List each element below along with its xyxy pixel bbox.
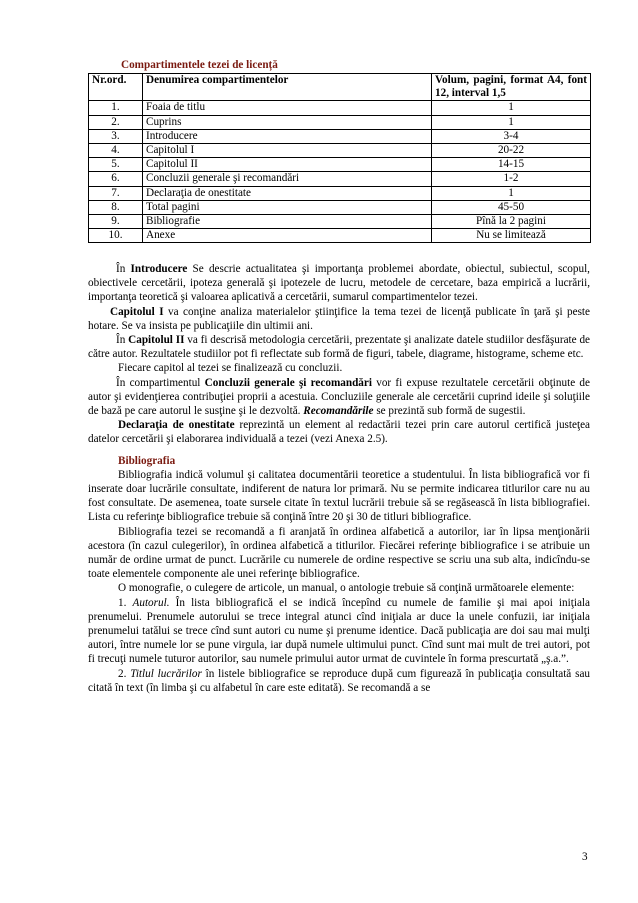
row-volum: Pînă la 2 pagini [432,215,591,229]
paragraph-capitolul-1: Capitolul I va conţine analiza materialelor ştiinţifice la tema tezei de licenţă publicate în ţară şi peste hotare. Se va insista pe publicaţiile din ultimii ani. [88,305,590,332]
table-header-row [89,74,591,101]
body-text [88,262,590,695]
header-volum: Volum, pagini, format A4, font 12, interval 1,5 [432,74,591,101]
compartments-table [88,73,591,243]
row-denumirea: Total pagini [143,200,432,214]
row-volum: 1 [432,186,591,200]
row-number: 3. [89,129,143,143]
table-row [89,215,591,229]
row-number: 6. [89,172,143,186]
row-volum: 45-50 [432,200,591,214]
row-number: 1. [89,101,143,115]
row-denumirea: Bibliografie [143,215,432,229]
table-row [89,229,591,243]
table-row [89,129,591,143]
paragraph-bibliografia-3: O monografie, o culegere de articole, un manual, o antologie trebuie să conţină următoarele elemente: [118,582,575,595]
row-denumirea: Foaia de titlu [143,101,432,115]
row-volum: 1 [432,101,591,115]
row-number: 4. [89,144,143,158]
row-number: 10. [89,229,143,243]
row-number: 9. [89,215,143,229]
row-denumirea: Capitolul II [143,158,432,172]
row-number: 8. [89,200,143,214]
paragraph-introducere: În Introducere Se descrie actualitatea şi importanţa problemei abordate, obiectul, subiectul, scopul, obiectivele cercetării, ipoteza generală şi ipotezele de lucru, metodele de cercetare, baza empirică a lucrării, importanţa teoretică şi valoarea aplicativă a cercetării, sumarul compartimentelor tezei. [88,263,590,304]
row-number: 2. [89,115,143,129]
paragraph-concluzii-capitol: Fiecare capitol al tezei se finalizează cu concluzii. [118,362,343,375]
row-volum: 3-4 [432,129,591,143]
table-row [89,186,591,200]
table-row [89,172,591,186]
row-denumirea: Concluzii generale şi recomandări [143,172,432,186]
row-denumirea: Cuprins [143,115,432,129]
row-denumirea: Introducere [143,129,432,143]
row-volum: 14-15 [432,158,591,172]
table-row [89,144,591,158]
bibliografia-heading: Bibliografia [118,454,176,467]
paragraph-bibliografia-2: Bibliografia tezei se recomandă a fi aranjată în ordinea alfabetică a autorilor, iar în lipsa menţionării acestora (în cazul culegerilor), în ordinea alfabetică a titlurilor. Fiecărei referinţe bibliografice i se atribuie un număr de ordine urmat de punct. Lucrările cu numerele de ordine respective se scriu una sub alta, indicîndu-se toate elementele componente ale unei referinţe bibliografice. [88,525,590,581]
paragraph-concluzii-generale: În compartimentul Concluzii generale şi recomandări vor fi expuse rezultatele cercetării obţinute de autor şi evidenţierea contribuţiei proprii a acestuia. Concluziile generale ale cercetării cuprind ideile şi soluţiile de bază pe care autorul le susţine şi le dezvoltă. Recomandările se prezintă sub formă de sugestii. [88,376,590,418]
paragraph-autorul: 1. Autorul. În lista bibliografică el se indică începînd cu numele de familie şi mai apoi iniţiala prenumelui. Prenumele autorului se trece integral atunci cînd iniţiala ar duce la unele confuzii, iar iniţiala prenumelui tatălui se trece cînd sunt autori cu nume şi prenume identice. Dacă publicaţia are doi sau mai mulţi autori, între numele lor se pune virgula, iar după numele ultimului punct. Cînd sunt mai mult de trei autori, pot fi trecuţi numele tuturor autorilor, sau numele primului autor urmat de cuvintele în forma prescurtată „ş.a.”. [88,596,590,666]
row-volum: Nu se limitează [432,229,591,243]
row-number: 7. [89,186,143,200]
row-volum: 1 [432,115,591,129]
header-denumirea: Denumirea compartimentelor [143,74,432,101]
row-volum: 1-2 [432,172,591,186]
row-number: 5. [89,158,143,172]
row-volum: 20-22 [432,144,591,158]
table-row [89,158,591,172]
row-denumirea: Anexe [143,229,432,243]
paragraph-bibliografia-1: Bibliografia indică volumul şi calitatea documentării teoretice a studentului. În lista bibliografică vor fi inserate doar lucrările consultate, indiferent de natura lor primară. Nu se permite indicarea titlurilor care nu au fost consultate. De asemenea, toate sursele citate în textul lucrării trebuie să se regăsească în lista bibliografiei. Lista cu referinţe bibliografice trebuie să conţină între 20 şi 30 de titluri bibliografice. [88,468,590,524]
paragraph-titlul: 2. Titlul lucrărilor în listele bibliografice se reproduce după cum figurează în publicaţia consultată sau citată în text (în limba şi cu alfabetul în care este editată). Se recomandă a se [88,667,590,694]
table-row [89,200,591,214]
row-denumirea: Capitolul I [143,144,432,158]
table-row [89,101,591,115]
paragraph-capitolul-2: În Capitolul II va fi descrisă metodologia cercetării, prezentate şi analizate datele studiilor desfăşurate de către autor. Rezultatele studiilor pot fi reflectate sub formă de figuri, tabele, diagrame, histograme, scheme etc. [88,334,591,361]
header-nr: Nr.ord. [89,74,143,101]
table-row [89,115,591,129]
paragraph-declaratia: Declaraţia de onestitate reprezintă un element al redactării tezei prin care autorul certifică justeţea datelor cercetării şi elaborarea individuală a tezei (vezi Anexa 2.5). [88,419,590,446]
page-number: 3 [582,851,588,863]
row-denumirea: Declaraţia de onestitate [143,186,432,200]
table-section-title: Compartimentele tezei de licență [121,59,278,71]
